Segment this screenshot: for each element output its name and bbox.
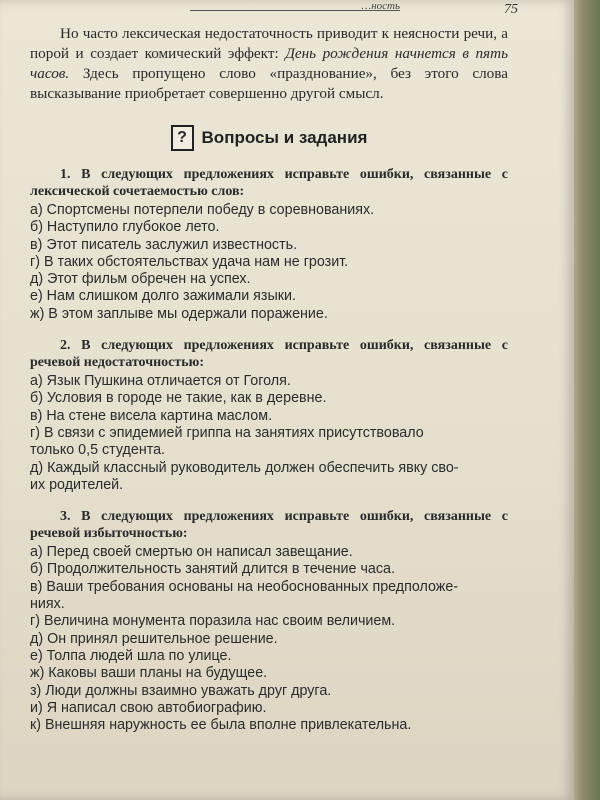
list-item: ж) В этом заплыве мы одержали поражение. bbox=[30, 305, 328, 322]
section-header bbox=[30, 124, 508, 152]
book-edge bbox=[572, 0, 600, 800]
list-item: е) Нам слишком долго зажимали языки. bbox=[30, 288, 296, 305]
page-content bbox=[30, 24, 508, 734]
list-item: к) Внешняя наружность ее была вполне привлекательна. bbox=[30, 717, 412, 734]
task-1-list bbox=[30, 202, 508, 323]
list-item: ниях. bbox=[30, 596, 65, 613]
list-item: ж) Каковы ваши планы на будущее. bbox=[30, 665, 268, 682]
task-1 bbox=[30, 166, 508, 323]
intro-text-1: Но часто лексическая недостаточность приводит к неясности речи, а порой и создает комический эффект: bbox=[30, 25, 508, 62]
running-head: …ность bbox=[190, 0, 400, 11]
intro-text-2: Здесь пропущено слово «празднование», без этого слова высказывание приобретает совершенно другой смысл. bbox=[30, 65, 508, 102]
list-item: б) Наступило глубокое лето. bbox=[30, 219, 220, 236]
list-item: а) Спортсмены потерпели победу в соревнованиях. bbox=[30, 202, 375, 218]
list-item: з) Люди должны взаимно уважать друг друга. bbox=[30, 682, 332, 699]
list-item: б) Условия в городе не такие, как в деревне. bbox=[30, 390, 327, 407]
task-2-heading: 2. В следующих предложениях исправьте ошибки, связанные с речевой недостаточностью: bbox=[30, 338, 508, 371]
list-item: д) Каждый классный руководитель должен обеспечить явку сво- bbox=[30, 459, 459, 476]
list-item: д) Этот фильм обречен на успех. bbox=[30, 271, 251, 288]
list-item: их родителей. bbox=[30, 476, 124, 493]
task-3-list bbox=[30, 544, 508, 734]
task-3 bbox=[30, 508, 508, 734]
list-item: д) Он принял решительное решение. bbox=[30, 630, 278, 647]
section-title: Вопросы и задания bbox=[201, 128, 368, 147]
task-1-heading: 1. В следующих предложениях исправьте ошибки, связанные с лексической сочетаемостью слов: bbox=[30, 167, 508, 199]
intro-paragraph bbox=[30, 24, 508, 104]
question-icon: ? bbox=[171, 125, 194, 151]
list-item: а) Язык Пушкина отличается от Гоголя. bbox=[30, 373, 291, 390]
list-item: в) Ваши требования основаны на необоснованных предположе- bbox=[30, 578, 459, 595]
task-2 bbox=[30, 337, 508, 494]
list-item: б) Продолжительность занятий длится в течение часа. bbox=[30, 561, 395, 578]
list-item: г) В связи с эпидемией гриппа на занятиях присутствовало bbox=[30, 424, 424, 441]
list-item: только 0,5 студента. bbox=[30, 442, 166, 459]
list-item: и) Я написал свою автобиографию. bbox=[30, 699, 267, 716]
page-number: 75 bbox=[504, 2, 518, 17]
list-item: е) Толпа людей шла по улице. bbox=[30, 647, 232, 664]
list-item: в) На стене висела картина маслом. bbox=[30, 407, 273, 424]
task-2-list bbox=[30, 373, 508, 494]
list-item: в) Этот писатель заслужил известность. bbox=[30, 236, 298, 253]
list-item: г) В таких обстоятельствах удача нам не грозит. bbox=[30, 253, 349, 270]
list-item: г) Величина монумента поразила нас своим величием. bbox=[30, 613, 396, 630]
task-3-heading: 3. В следующих предложениях исправьте ошибки, связанные с речевой избыточностью: bbox=[30, 509, 508, 542]
list-item: а) Перед своей смертью он написал завещание. bbox=[30, 544, 353, 561]
intro-example: День рождения начнется в пять часов. bbox=[30, 45, 508, 82]
